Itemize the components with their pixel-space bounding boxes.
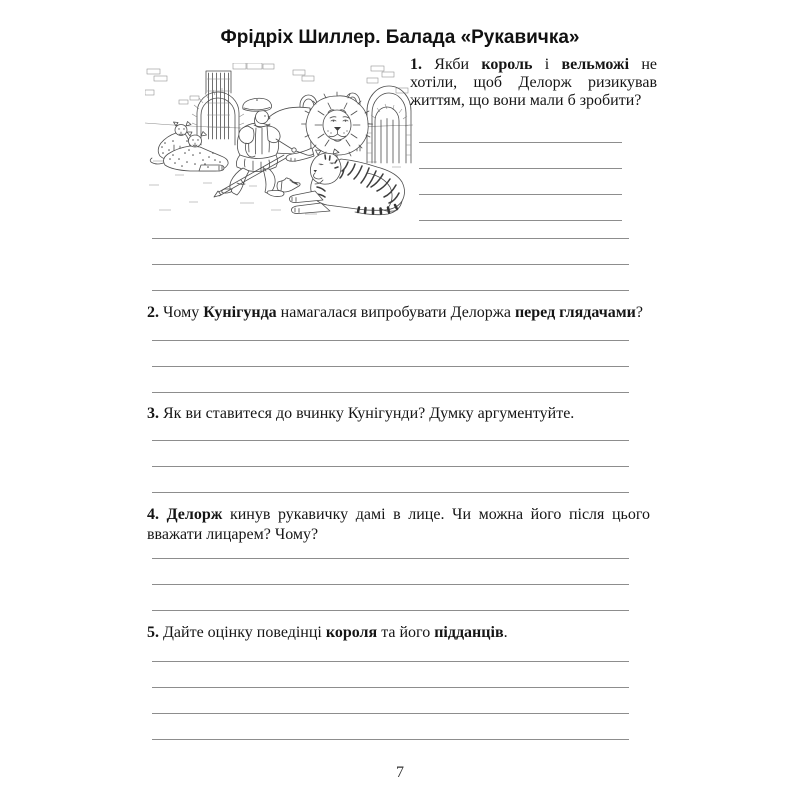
question-text: Дайте оцінку поведінці (159, 624, 326, 641)
answer-line (152, 341, 629, 367)
answer-lines-q1-full (152, 213, 629, 291)
question-text-bold: король (481, 56, 533, 73)
answer-line (419, 143, 622, 169)
question-1 (410, 56, 657, 110)
answer-line (152, 415, 629, 441)
portcullis-gate (192, 71, 244, 145)
question-text: та його (377, 624, 435, 641)
page-title: Фрідріх Шиллер. Балада «Рукавичка» (220, 27, 580, 48)
answer-line (152, 213, 629, 239)
answer-line (152, 467, 629, 493)
question-text-bold: короля (325, 624, 378, 641)
answer-line (152, 585, 629, 611)
question-text-bold: 4. Делорж (147, 506, 223, 523)
answer-line (152, 559, 629, 585)
question-text: . (503, 624, 508, 641)
answer-line (152, 636, 629, 662)
glove (277, 178, 300, 192)
answer-line (152, 714, 629, 740)
question-text-bold: вельможі (561, 56, 630, 73)
answer-line (419, 169, 622, 195)
answer-line (152, 315, 629, 341)
answer-lines-q5 (152, 636, 629, 740)
question-text-bold: підданців (434, 624, 504, 641)
page-number: 7 (396, 764, 404, 781)
question-text: кинув рукавичку дамі в лице. Чи можна його після цього вважати лицарем? Чому? (147, 506, 651, 543)
answer-line (152, 688, 629, 714)
answer-lines-q2 (152, 315, 629, 393)
question-text: Як ви ставитеся до вчинку Кунігунди? Думку аргументуйте. (159, 405, 575, 422)
question-text: Чому (159, 304, 204, 321)
answer-line (152, 662, 629, 688)
question-text-bold: 5. (147, 624, 159, 641)
brick-arch (367, 86, 411, 163)
answer-line (152, 239, 629, 265)
question-text-bold: Кунігунда (203, 304, 277, 321)
answer-line (152, 441, 629, 467)
question-text-bold: перед глядачами (514, 304, 636, 321)
question-text: Якби (422, 56, 482, 73)
answer-lines-q4 (152, 533, 629, 611)
answer-line (152, 265, 629, 291)
illustration-svg (145, 63, 415, 218)
answer-lines-q3 (152, 415, 629, 493)
question-text: ? (635, 304, 643, 321)
answer-line (152, 533, 629, 559)
answer-line (419, 117, 622, 143)
question-text-bold: 3. (147, 405, 159, 422)
question-text-bold: 1. (410, 56, 422, 73)
question-text: і (532, 56, 562, 73)
illustration-knight-and-beasts (145, 63, 415, 218)
question-text-bold: 2. (147, 304, 159, 321)
answer-lines-q1-short (419, 117, 622, 221)
question-text: не хотіли, щоб Делорж ризикував життям, що вони мали б зробити? (410, 56, 658, 109)
answer-line (152, 367, 629, 393)
question-text: намагалася випробувати Делоржа (276, 304, 515, 321)
